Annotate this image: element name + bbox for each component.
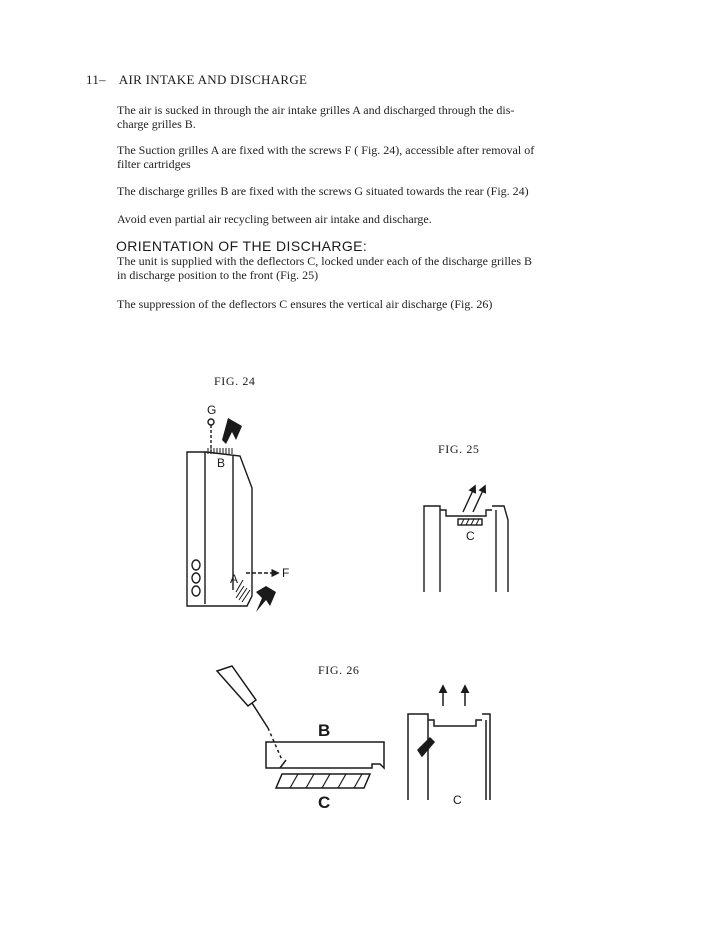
screwdriver-icon	[217, 666, 256, 706]
fig24-letter-b: B	[217, 456, 226, 470]
paragraph-suction-line2: filter cartridges	[117, 157, 191, 171]
fig26-letter-c-side: C	[453, 793, 462, 807]
orientation-line1: The unit is supplied with the deflectors C, locked under each of the discharge grilles B	[117, 254, 533, 268]
discharge-arrow-icon	[222, 418, 242, 444]
orientation-line3: The suppression of the deflectors C ensures the vertical air discharge (Fig. 26)	[117, 297, 493, 311]
fig25-label: FIG. 25	[438, 442, 480, 456]
fig25-letter-c: C	[466, 529, 475, 543]
paragraph-suction-line1: The Suction grilles A are fixed with the screws F ( Fig. 24), accessible after removal of	[117, 143, 535, 157]
paragraph-intake-line2: charge grilles B.	[117, 117, 196, 131]
fig24-letter-f: F	[282, 566, 290, 580]
fig26-label: FIG. 26	[318, 663, 360, 677]
section-number: 11–	[86, 72, 106, 87]
intake-arrow-icon	[256, 586, 276, 612]
fig26-drawing	[217, 666, 490, 800]
fig26-letter-c: C	[318, 793, 331, 812]
orientation-line2: in discharge position to the front (Fig. 25)	[117, 268, 319, 282]
fig26-letter-b: B	[318, 721, 331, 740]
section-title: AIR INTAKE AND DISCHARGE	[118, 72, 308, 87]
fig24-letter-g: G	[207, 403, 217, 417]
paragraph-avoid-recycling: Avoid even partial air recycling between air intake and discharge.	[117, 212, 432, 226]
paragraph-intake-line1: The air is sucked in through the air intake grilles A and discharged through the dis-	[117, 103, 515, 117]
fig24-label: FIG. 24	[214, 374, 256, 388]
orientation-title: ORIENTATION OF THE DISCHARGE:	[116, 238, 368, 254]
paragraph-discharge-screws: The discharge grilles B are fixed with the screws G situated towards the rear (Fig. 24)	[117, 184, 529, 198]
screw-g-icon	[208, 419, 214, 425]
fig24-letter-a: A	[230, 572, 239, 586]
